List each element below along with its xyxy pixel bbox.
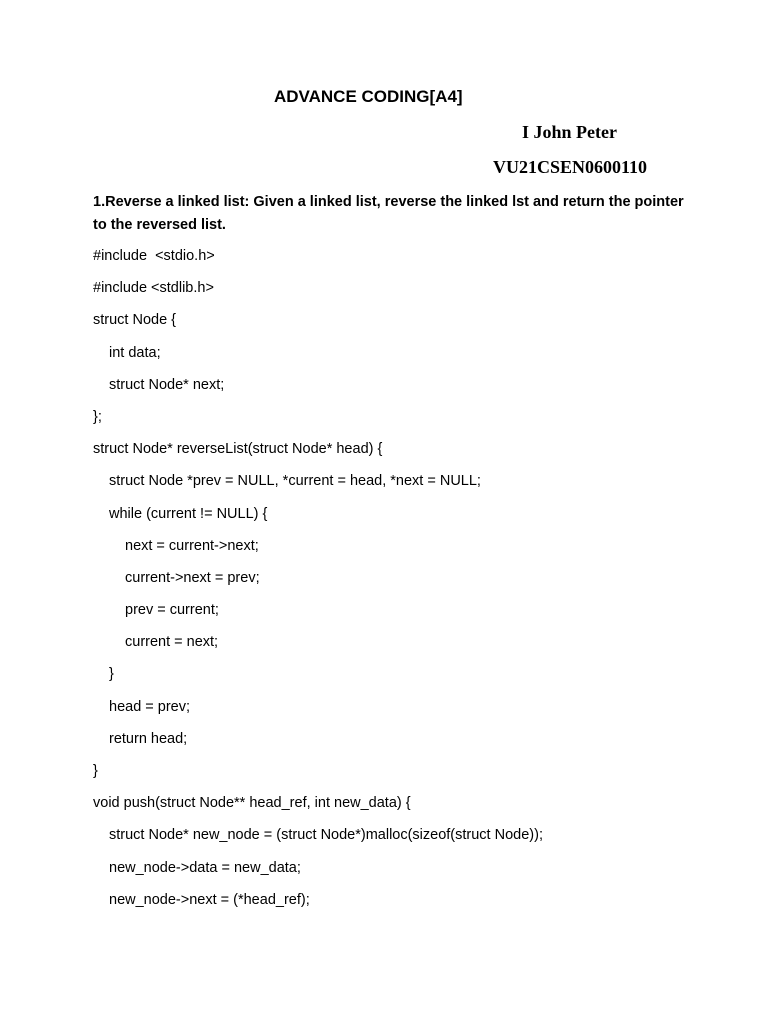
- code-line: struct Node* new_node = (struct Node*)malloc(sizeof(struct Node));: [109, 827, 543, 844]
- code-block: [93, 245, 733, 921]
- code-line: current = next;: [125, 634, 219, 651]
- code-line: struct Node* reverseList(struct Node* head) {: [93, 441, 383, 458]
- code-line: current->next = prev;: [125, 569, 260, 586]
- code-line: int data;: [109, 344, 161, 361]
- code-line: prev = current;: [125, 602, 219, 619]
- author-name: I John Peter: [522, 122, 617, 142]
- code-line: }: [93, 763, 98, 779]
- code-line: next = current->next;: [125, 537, 259, 554]
- code-line: void push(struct Node** head_ref, int new_data) {: [93, 795, 411, 812]
- code-line: return head;: [109, 730, 188, 747]
- code-line: struct Node {: [93, 312, 177, 329]
- code-line: while (current != NULL) {: [109, 505, 268, 522]
- code-line: struct Node* next;: [109, 376, 225, 393]
- question-text: 1.Reverse a linked list: Given a linked list, reverse the linked lst and return the pointer to the reversed list.: [93, 194, 684, 233]
- code-line: };: [93, 408, 102, 425]
- code-line: #include <stdio.h>: [93, 248, 215, 264]
- code-line: new_node->next = (*head_ref);: [109, 891, 310, 908]
- code-line: head = prev;: [109, 698, 191, 715]
- code-line: #include <stdlib.h>: [93, 280, 214, 297]
- code-line: new_node->data = new_data;: [109, 859, 301, 876]
- author-id: VU21CSEN0600110: [493, 157, 648, 177]
- document-title: ADVANCE CODING[A4]: [274, 87, 463, 106]
- code-line: }: [109, 666, 114, 683]
- code-line: struct Node *prev = NULL, *current = head, *next = NULL;: [109, 473, 481, 490]
